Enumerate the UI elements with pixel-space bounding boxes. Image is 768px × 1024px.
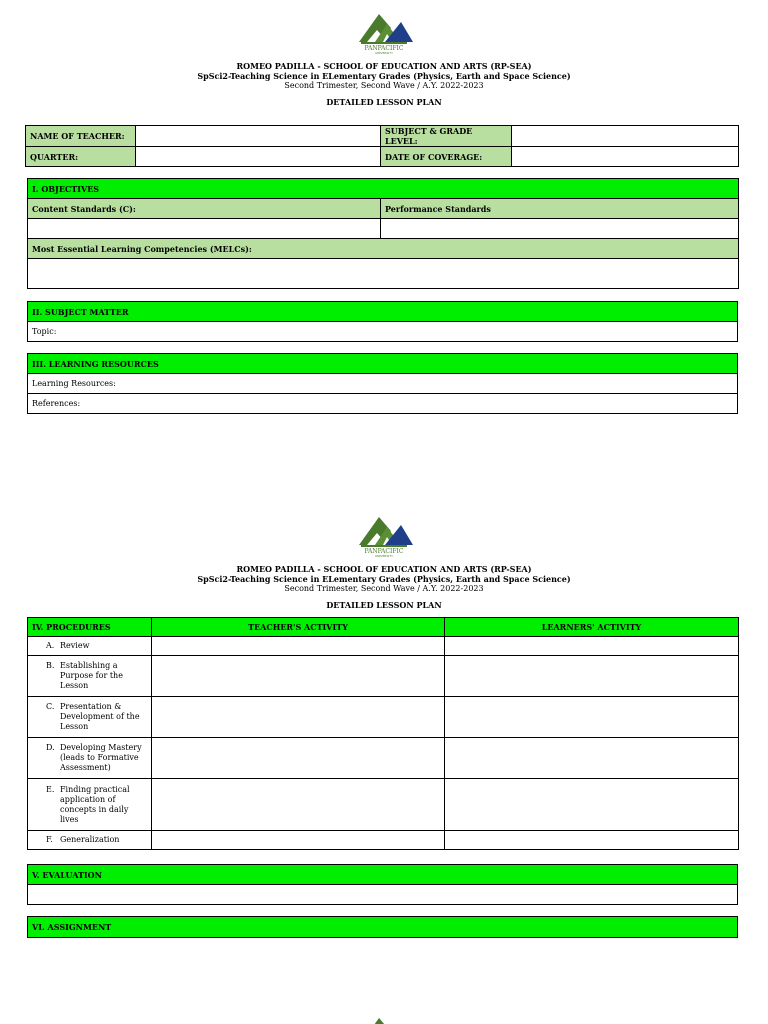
evaluation-heading: V. EVALUATION	[28, 865, 738, 885]
assignment-table	[27, 916, 738, 938]
subject-matter-table	[27, 301, 738, 342]
teacher-activity-cell[interactable]	[152, 831, 445, 850]
doc-title-2: DETAILED LESSON PLAN	[326, 600, 442, 610]
procedure-step	[28, 831, 152, 850]
school-name: ROMEO PADILLA - SCHOOL OF EDUCATION AND ARTS (RP-SEA)	[236, 61, 532, 71]
university-logo-2	[351, 511, 417, 557]
logo-subtext: UNIVERSITY	[375, 51, 393, 54]
learning-resources-table	[27, 353, 738, 414]
references-field[interactable]: References:	[28, 394, 738, 414]
page2-header	[0, 564, 768, 610]
procedure-step	[28, 656, 152, 697]
teacher-activity-heading: TEACHER'S ACTIVITY	[152, 618, 445, 637]
procedures-heading: IV. PROCEDURES	[28, 618, 152, 637]
teacher-activity-cell[interactable]	[152, 697, 445, 738]
step-text: Establishing a Purpose for the Lesson	[60, 661, 123, 690]
step-text: Review	[60, 641, 90, 650]
objectives-table	[27, 178, 739, 289]
subject-field[interactable]	[512, 126, 739, 147]
term-text: Second Trimester, Second Wave / A.Y. 2022-2023	[284, 81, 484, 90]
learning-resources-heading: III. LEARNING RESOURCES	[28, 354, 738, 374]
learning-resources-field[interactable]: Learning Resources:	[28, 374, 738, 394]
objectives-heading: I. OBJECTIVES	[28, 179, 739, 199]
procedure-step	[28, 738, 152, 779]
step-letter: C.	[46, 702, 55, 711]
procedure-step	[28, 637, 152, 656]
subject-matter-heading: II. SUBJECT MATTER	[28, 302, 738, 322]
learner-activity-cell[interactable]	[445, 738, 739, 779]
teacher-label: NAME OF TEACHER:	[26, 126, 136, 147]
course-name-2: SpSci2-Teaching Science in ELementary Grades (Physics, Earth and Space Science)	[197, 574, 571, 584]
melcs-label: Most Essential Learning Competencies (MELCs):	[28, 239, 739, 259]
university-logo	[351, 8, 417, 54]
university-logo-3	[351, 1012, 417, 1024]
logo-text: PANPACIFIC	[364, 45, 404, 52]
procedure-step	[28, 779, 152, 831]
performance-standards-field[interactable]	[381, 219, 739, 239]
assignment-heading: VI. ASSIGNMENT	[28, 917, 738, 938]
topic-field[interactable]: Topic:	[28, 322, 738, 342]
step-letter: D.	[46, 743, 55, 752]
step-text: Generalization	[60, 835, 120, 844]
step-letter: E.	[46, 784, 55, 794]
school-name-2: ROMEO PADILLA - SCHOOL OF EDUCATION AND ARTS (RP-SEA)	[236, 564, 532, 574]
term-text-2: Second Trimester, Second Wave / A.Y. 2022-2023	[284, 584, 484, 593]
teacher-activity-cell[interactable]	[152, 656, 445, 697]
quarter-field[interactable]	[136, 147, 381, 167]
step-letter: B.	[46, 661, 55, 670]
coverage-label: DATE OF COVERAGE:	[381, 147, 512, 167]
learner-activity-cell[interactable]	[445, 697, 739, 738]
coverage-field[interactable]	[512, 147, 739, 167]
step-text: Presentation & Development of the Lesson	[60, 702, 140, 731]
step-text: Finding practical application of concepts in daily lives	[60, 784, 130, 824]
teacher-activity-cell[interactable]	[152, 738, 445, 779]
step-letter: A.	[46, 641, 55, 650]
learner-activity-cell[interactable]	[445, 779, 739, 831]
teacher-field[interactable]	[136, 126, 381, 147]
subject-label: SUBJECT & GRADE LEVEL:	[381, 126, 512, 147]
logo-text-2: PANPACIFIC	[364, 548, 404, 555]
performance-standards-label: Performance Standards	[381, 199, 739, 219]
learner-activity-heading: LEARNERS' ACTIVITY	[445, 618, 739, 637]
content-standards-label: Content Standards (C):	[28, 199, 381, 219]
melcs-field[interactable]	[28, 259, 739, 289]
evaluation-field[interactable]	[28, 885, 738, 905]
logo-subtext-2: UNIVERSITY	[375, 554, 393, 557]
teacher-activity-cell[interactable]	[152, 779, 445, 831]
doc-title: DETAILED LESSON PLAN	[326, 97, 442, 107]
course-name: SpSci2-Teaching Science in ELementary Grades (Physics, Earth and Space Science)	[197, 71, 571, 81]
step-text: Developing Mastery (leads to Formative Assessment)	[60, 743, 142, 772]
content-standards-field[interactable]	[28, 219, 381, 239]
procedures-table	[27, 617, 739, 850]
procedure-step	[28, 697, 152, 738]
evaluation-table	[27, 864, 738, 905]
learner-activity-cell[interactable]	[445, 637, 739, 656]
learner-activity-cell[interactable]	[445, 656, 739, 697]
quarter-label: QUARTER:	[26, 147, 136, 167]
page1-header	[0, 61, 768, 107]
teacher-activity-cell[interactable]	[152, 637, 445, 656]
teacher-info-table	[25, 125, 739, 167]
step-letter: F.	[46, 835, 53, 844]
learner-activity-cell[interactable]	[445, 831, 739, 850]
